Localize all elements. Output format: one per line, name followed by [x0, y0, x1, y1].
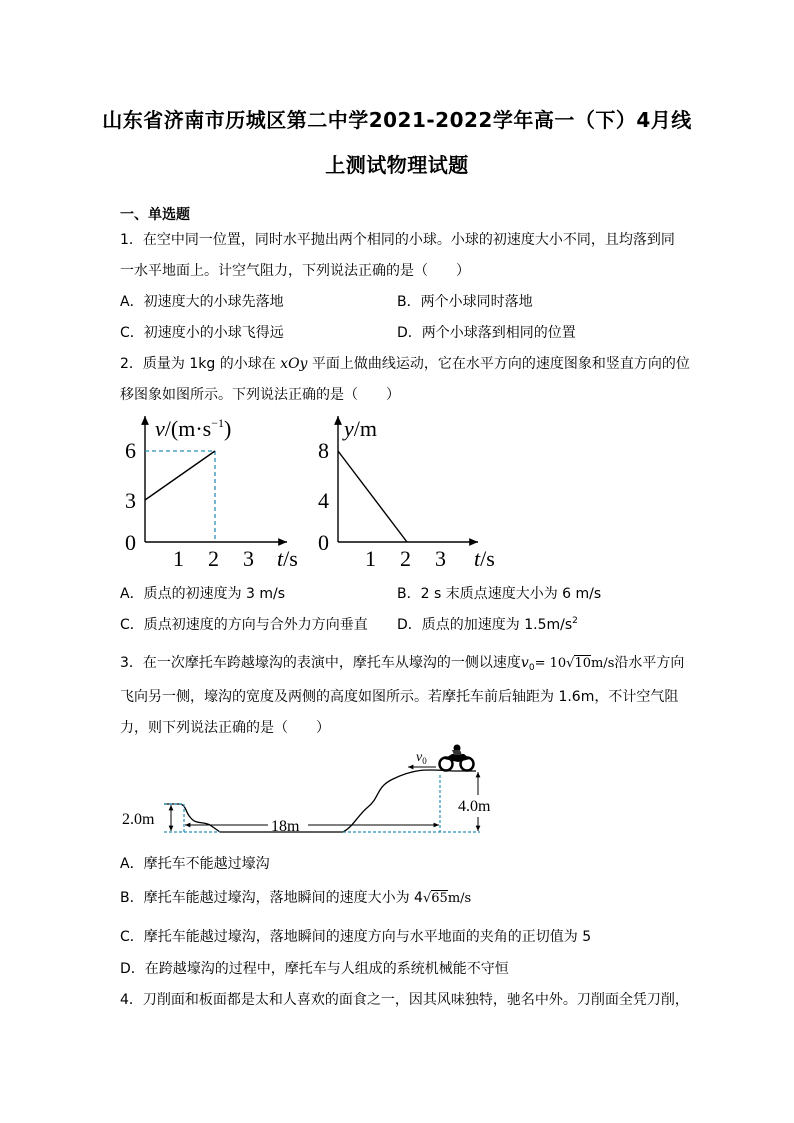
y-graph-ylabel-unit: /m: [353, 416, 377, 441]
v-graph-ytick-3: 3: [125, 488, 136, 513]
q2-stem-line1: [120, 353, 690, 373]
q2-stem-text-b: 平面上做曲线运动，它在水平方向的速度图象和竖直方向的位: [307, 356, 690, 372]
ditch-velocity-subscript: 0: [422, 756, 427, 766]
q3-stem-text-b: 沿水平方向: [614, 655, 685, 671]
q2-option-d-sup: 2: [572, 616, 578, 626]
ditch-width-label: 18m: [271, 818, 300, 835]
ditch-left-height-label: 2.0m: [122, 811, 155, 828]
v-graph-data-line: [145, 451, 215, 500]
v-graph-xtick-2: 2: [208, 546, 219, 571]
q2-option-d[interactable]: [397, 614, 578, 634]
v-graph-xlabel-var: t: [277, 546, 284, 571]
page-title-line1: 山东省济南市历城区第二中学2021-2022学年高一（下）4月线: [102, 108, 692, 132]
y-graph-data-line: [338, 451, 407, 542]
q3-option-d[interactable]: D．在跨越壕沟的过程中，摩托车与人组成的系统机械能不守恒: [120, 961, 509, 977]
q1-option-c[interactable]: C．初速度小的小球飞得远: [120, 325, 284, 341]
ditch-right-height-label: 4.0m: [458, 798, 491, 815]
v-graph-ytick-6: 6: [125, 438, 136, 463]
page-title-line2: 上测试物理试题: [325, 153, 469, 177]
q3-v0-unit: m/s: [590, 656, 615, 671]
q2-option-d-text: D．质点的加速度为 1.5m/s: [397, 617, 573, 633]
q3-v0-radicand: 10: [574, 656, 591, 671]
q1-option-b[interactable]: B．两个小球同时落地: [397, 294, 533, 310]
q1-stem-line1: 1．在空中同一位置，同时水平抛出两个相同的小球。小球的初速度大小不同，且均落到同: [120, 232, 675, 248]
q3-option-b-radicand: 65: [431, 891, 448, 906]
q3-stem-text-a: 3．在一次摩托车跨越壕沟的表演中，摩托车从壕沟的一侧以速度: [120, 655, 521, 671]
ditch-velocity-label: [416, 750, 427, 766]
ditch-velocity-symbol: v: [416, 750, 423, 765]
y-graph-ylabel: [342, 416, 377, 441]
q3-option-b[interactable]: B．摩托车能越过壕沟，落地瞬间的速度大小为 4√65m/s: [120, 890, 472, 906]
ditch-terrain: [164, 770, 476, 832]
v-graph-xtick-3: 3: [243, 546, 254, 571]
v-graph-ylabel-var: v: [155, 416, 165, 441]
q2-plane-symbol: xOy: [280, 356, 308, 372]
velocity-time-graph: [115, 410, 298, 575]
q3-v0-equals: = 10: [534, 656, 567, 671]
y-graph-xtick-2: 2: [400, 546, 411, 571]
y-graph-xlabel-var: t: [474, 546, 481, 571]
q3-v0-subscript: 0: [528, 663, 535, 673]
v-graph-origin: 0: [125, 530, 136, 555]
q3-stem-line2: 飞向另一侧，壕沟的宽度及两侧的高度如图所示。若摩托车前后轴距为 1.6m，不计空气阻: [120, 689, 679, 705]
motorcycle-icon: [440, 745, 474, 771]
y-graph-xtick-1: 1: [365, 546, 376, 571]
y-graph-origin: 0: [318, 530, 329, 555]
q2-option-c[interactable]: C．质点初速度的方向与合外力方向垂直: [120, 617, 368, 633]
q3-option-b-unit: m/s: [447, 891, 472, 906]
q3-stem-line3: 力，则下列说法正确的是（ ）: [120, 720, 330, 736]
q3-option-a[interactable]: A．摩托车不能越过壕沟: [120, 856, 270, 872]
q3-option-b-text: B．摩托车能越过壕沟，落地瞬间的速度大小为 4: [120, 890, 423, 906]
y-graph-xlabel: [474, 546, 495, 571]
q3-stem-line1: 3．在一次摩托车跨越壕沟的表演中，摩托车从壕沟的一侧以速度$v_0= 10√10m/s$沿水平方向: [120, 655, 685, 673]
q2-option-a[interactable]: A．质点的初速度为 3 m/s: [120, 586, 286, 602]
v-graph-xlabel: [277, 546, 298, 571]
v-graph-ylabel-close: ): [224, 416, 232, 441]
q1-stem-line2: 一水平地面上。计空气阻力，下列说法正确的是（ ）: [120, 263, 470, 279]
q2-stem-line2: 移图象如图所示。下列说法正确的是（ ）: [120, 387, 400, 403]
v-graph-ylabel-sup: −1: [211, 416, 224, 430]
y-graph-ytick-8: 8: [318, 438, 329, 463]
q3-option-c[interactable]: C．摩托车能越过壕沟，落地瞬间的速度方向与水平地面的夹角的正切值为 5: [120, 929, 592, 945]
q1-option-d[interactable]: D．两个小球落到相同的位置: [397, 325, 576, 341]
section-heading: 一、单选题: [120, 207, 190, 223]
v-graph-ylabel: [155, 416, 231, 441]
q2-stem-text-a: 2．质量为 1kg 的小球在: [120, 356, 281, 372]
v-graph-xlabel-unit: /s: [283, 546, 298, 571]
y-graph-ylabel-var: y: [344, 416, 354, 441]
v-graph-xtick-1: 1: [173, 546, 184, 571]
ditch-diagram: [118, 745, 498, 845]
y-graph-xtick-3: 3: [435, 546, 446, 571]
q2-option-b[interactable]: B．2 s 末质点速度大小为 6 m/s: [397, 586, 602, 602]
q4-stem-line1: 4．刀削面和板面都是太和人喜欢的面食之一，因其风味独特，驰名中外。刀削面全凭刀削，: [120, 992, 689, 1008]
v-graph-ylabel-unit: /(m·s: [164, 416, 212, 441]
y-graph-xlabel-unit: /s: [480, 546, 495, 571]
y-graph-ytick-4: 4: [318, 488, 329, 513]
q3-v0-symbol: v: [520, 655, 529, 671]
q1-option-a[interactable]: A．初速度大的小球先落地: [120, 294, 284, 310]
displacement-time-graph: [308, 410, 508, 575]
